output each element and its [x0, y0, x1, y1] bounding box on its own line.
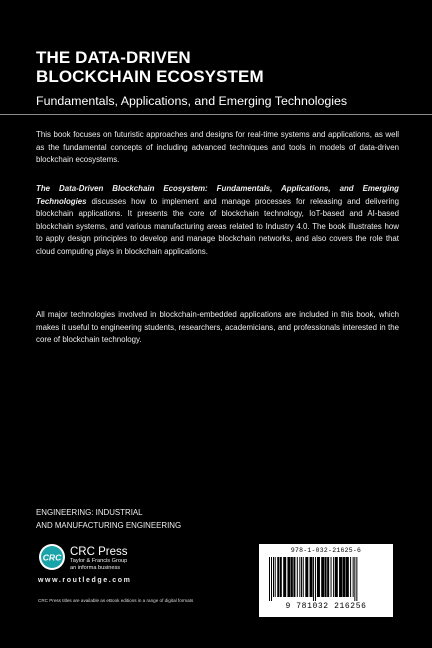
- publisher-url: www.routledge.com: [38, 577, 132, 584]
- category-line-1: ENGINEERING: INDUSTRIAL: [36, 508, 143, 517]
- barcode-bars: [267, 557, 387, 601]
- description-paragraph-2: [36, 183, 399, 259]
- ebook-note: CRC Press titles are available as eBook editions in a range of digital formats: [38, 598, 194, 603]
- subject-category: [36, 507, 286, 532]
- title-line-1: THE DATA-DRIVEN: [36, 48, 191, 67]
- category-line-2: AND MANUFACTURING ENGINEERING: [36, 520, 182, 530]
- divider-line: [0, 114, 432, 115]
- book-subtitle: Fundamentals, Applications, and Emerging Technologies: [36, 94, 348, 108]
- description-paragraph-1: This book focuses on futuristic approaches and designs for real-time systems and applications, as well as the fundamental concepts of including advanced techniques and tools in models of data-driven blockchain ecosystems.: [36, 130, 399, 165]
- publisher-group: Taylor & Francis Group: [70, 558, 128, 564]
- publisher-tagline: an informa business: [70, 565, 121, 571]
- publisher-block: [70, 546, 220, 572]
- book-title-emphasis: The Data-Driven Blockchain Ecosystem: Fundamentals, Applications, and Emerging Technologies: [36, 184, 399, 206]
- logo-text: CRC: [42, 552, 62, 563]
- crc-logo-icon: [38, 543, 66, 571]
- paragraph-2-text: discusses how to implement and manage processes for releasing and delivering blockchain applications. It presents the core of blockchain technology, IoT-based and AI-based blockchain systems, and various manufacturing areas related to Industry 4.0. The book illustrates how to apply design principles to develop and manage blockchain networks, and also covers the role that cloud computing plays in blockchain applications.: [36, 196, 399, 256]
- isbn-barcode: [259, 544, 393, 617]
- title-line-2: BLOCKCHAIN ECOSYSTEM: [36, 67, 264, 86]
- isbn-text: 978-1-032-21625-6: [290, 547, 362, 554]
- publisher-name: CRC Press: [70, 546, 128, 558]
- isbn-digits: 9 781032 216256: [285, 602, 367, 611]
- book-title: [36, 48, 406, 86]
- description-paragraph-3: All major technologies involved in blockchain-embedded applications are included in this book, which makes it useful to engineering students, researchers, academicians, and professionals interested in the core of blockchain technology.: [36, 310, 399, 345]
